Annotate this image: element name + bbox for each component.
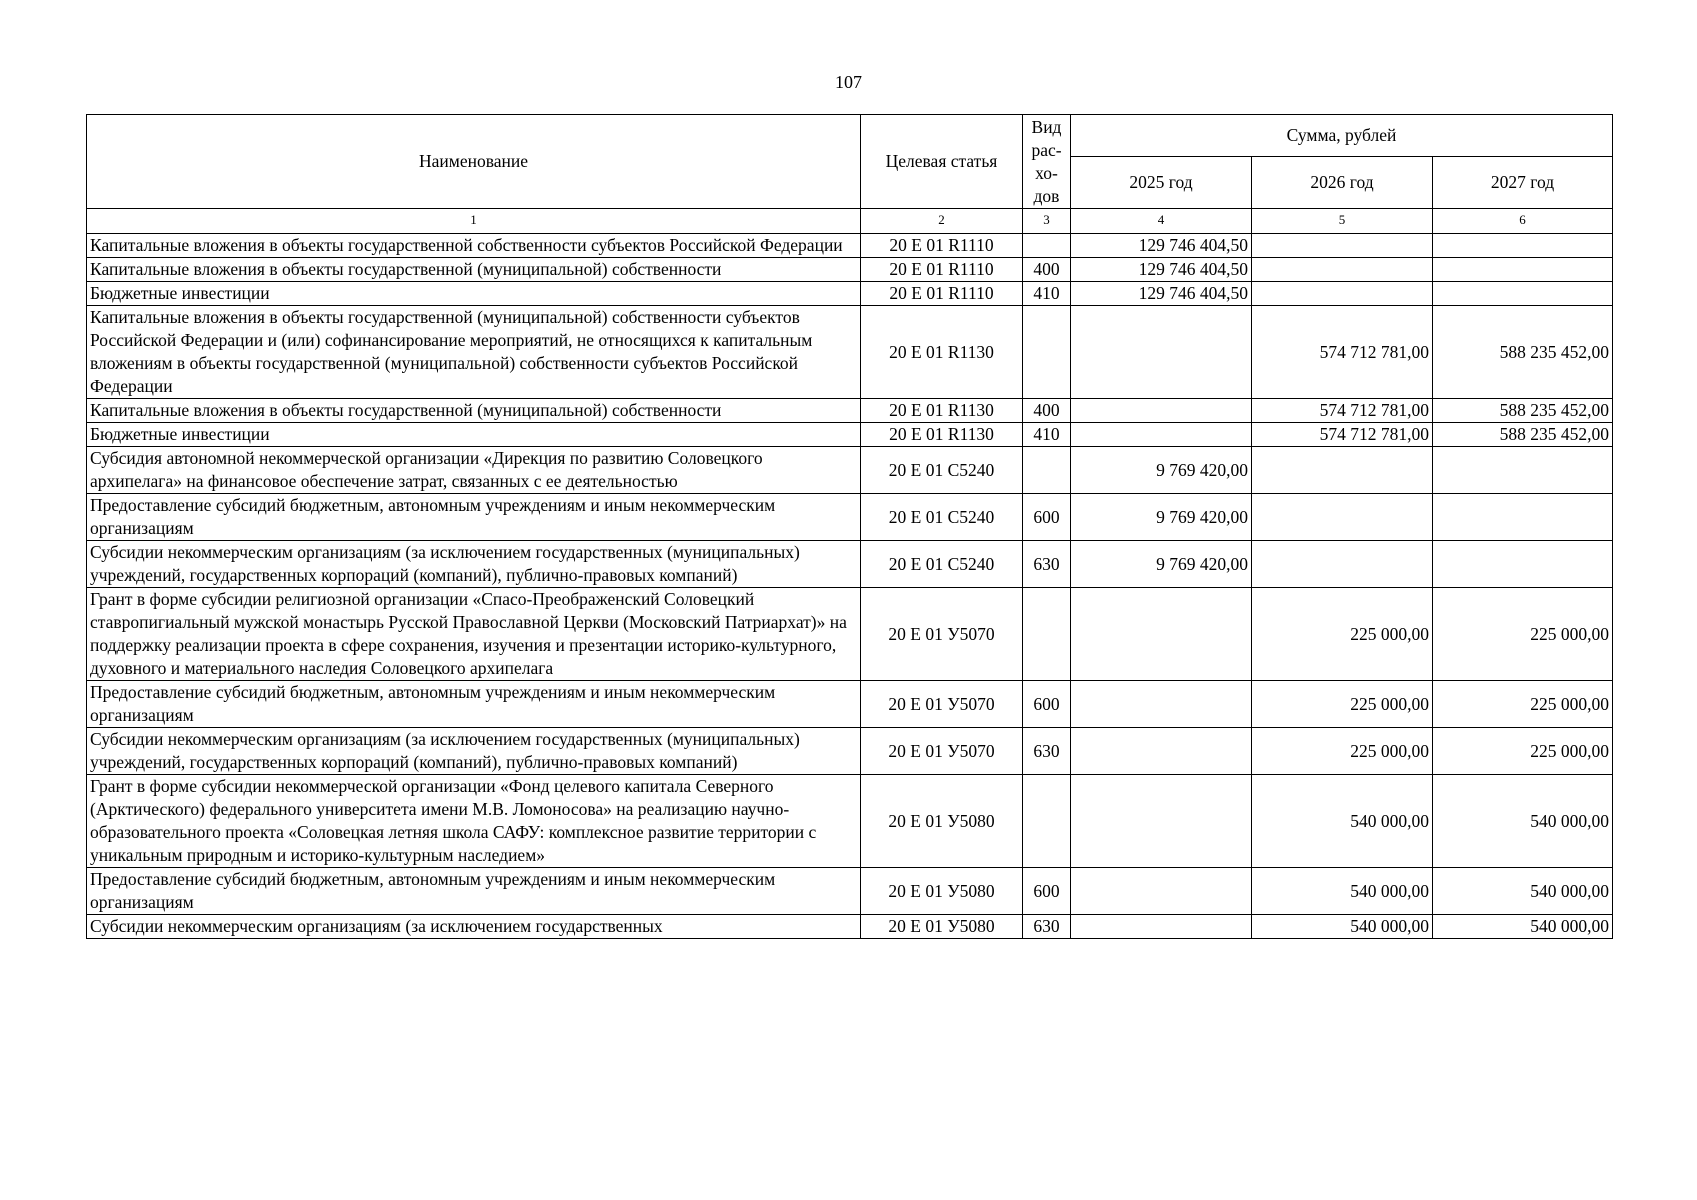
- row-amount-2025-cell: 9 769 420,00: [1071, 494, 1252, 541]
- row-amount-2025-cell: [1071, 681, 1252, 728]
- table-row: [87, 728, 1613, 775]
- row-expense-type-cell: 630: [1023, 728, 1071, 775]
- table-row: [87, 258, 1613, 282]
- header-year-2026: 2026 год: [1252, 157, 1433, 209]
- row-expense-type-cell: [1023, 234, 1071, 258]
- row-expense-type-cell: [1023, 775, 1071, 868]
- row-amount-2026-cell: 225 000,00: [1252, 728, 1433, 775]
- row-amount-2027-cell: 540 000,00: [1433, 868, 1613, 915]
- row-amount-2026-cell: 540 000,00: [1252, 868, 1433, 915]
- row-target-article-cell: 20 Е 01 У5080: [861, 775, 1023, 868]
- row-amount-2026-cell: [1252, 282, 1433, 306]
- row-amount-2027-cell: [1433, 541, 1613, 588]
- row-amount-2027-cell: 540 000,00: [1433, 915, 1613, 939]
- row-amount-2025-cell: [1071, 915, 1252, 939]
- row-amount-2026-cell: 540 000,00: [1252, 915, 1433, 939]
- row-target-article-cell: 20 Е 01 С5240: [861, 447, 1023, 494]
- header-expense-type-line: дов: [1033, 185, 1060, 206]
- row-amount-2027-cell: 225 000,00: [1433, 588, 1613, 681]
- table-row: [87, 234, 1613, 258]
- row-amount-2025-cell: 129 746 404,50: [1071, 234, 1252, 258]
- row-expense-type-cell: 410: [1023, 423, 1071, 447]
- row-expense-type-cell: 400: [1023, 258, 1071, 282]
- row-expense-type-cell: [1023, 306, 1071, 399]
- row-name-cell: Грант в форме субсидии некоммерческой организации «Фонд целевого капитала Северного (Арктического) федерального университета имени М.В. Ломоносова» на реализацию научно-образовательного проекта «Соловецкая летняя школа САФУ: комплексное развитие территории с уникальным природным и историко-культурным наследием»: [87, 775, 861, 868]
- row-amount-2027-cell: 225 000,00: [1433, 681, 1613, 728]
- column-number: 5: [1252, 209, 1433, 234]
- header-sum: Сумма, рублей: [1071, 115, 1613, 157]
- table-body: [87, 234, 1613, 939]
- header-expense-type-line: рас-: [1031, 139, 1062, 160]
- row-expense-type-cell: [1023, 588, 1071, 681]
- header-expense-type: [1023, 115, 1071, 209]
- row-amount-2027-cell: 588 235 452,00: [1433, 306, 1613, 399]
- row-amount-2026-cell: [1252, 494, 1433, 541]
- row-amount-2025-cell: [1071, 306, 1252, 399]
- row-amount-2026-cell: 225 000,00: [1252, 681, 1433, 728]
- row-amount-2025-cell: [1071, 588, 1252, 681]
- row-amount-2027-cell: [1433, 494, 1613, 541]
- row-expense-type-cell: 630: [1023, 541, 1071, 588]
- table-row: [87, 588, 1613, 681]
- page-number: 107: [835, 72, 862, 92]
- column-number: 6: [1433, 209, 1613, 234]
- row-name-cell: Капитальные вложения в объекты государственной собственности субъектов Российской Федерации: [87, 234, 861, 258]
- row-name-cell: Бюджетные инвестиции: [87, 423, 861, 447]
- row-amount-2026-cell: [1252, 234, 1433, 258]
- row-target-article-cell: 20 Е 01 С5240: [861, 541, 1023, 588]
- row-expense-type-cell: 600: [1023, 681, 1071, 728]
- table-row: [87, 681, 1613, 728]
- table-row: [87, 447, 1613, 494]
- table-row: [87, 282, 1613, 306]
- row-amount-2025-cell: 9 769 420,00: [1071, 541, 1252, 588]
- row-amount-2027-cell: 540 000,00: [1433, 775, 1613, 868]
- header-year-2027: 2027 год: [1433, 157, 1613, 209]
- row-amount-2025-cell: [1071, 868, 1252, 915]
- row-target-article-cell: 20 Е 01 С5240: [861, 494, 1023, 541]
- table-row: [87, 399, 1613, 423]
- row-expense-type-cell: 400: [1023, 399, 1071, 423]
- row-expense-type-cell: 600: [1023, 868, 1071, 915]
- row-amount-2025-cell: 129 746 404,50: [1071, 258, 1252, 282]
- row-amount-2026-cell: 574 712 781,00: [1252, 423, 1433, 447]
- table-row: [87, 494, 1613, 541]
- row-amount-2027-cell: [1433, 258, 1613, 282]
- row-amount-2027-cell: 588 235 452,00: [1433, 423, 1613, 447]
- row-expense-type-cell: 600: [1023, 494, 1071, 541]
- row-amount-2026-cell: 225 000,00: [1252, 588, 1433, 681]
- row-amount-2026-cell: 540 000,00: [1252, 775, 1433, 868]
- row-amount-2026-cell: [1252, 447, 1433, 494]
- row-expense-type-cell: 410: [1023, 282, 1071, 306]
- table-row: [87, 775, 1613, 868]
- header-expense-type-line: хо-: [1035, 162, 1058, 183]
- row-target-article-cell: 20 Е 01 У5070: [861, 588, 1023, 681]
- row-amount-2025-cell: [1071, 399, 1252, 423]
- header-target-article: Целевая статья: [861, 115, 1023, 209]
- header-year-2025: 2025 год: [1071, 157, 1252, 209]
- budget-table: [86, 114, 1613, 939]
- row-amount-2027-cell: [1433, 234, 1613, 258]
- row-target-article-cell: 20 Е 01 R1110: [861, 234, 1023, 258]
- row-target-article-cell: 20 Е 01 У5070: [861, 681, 1023, 728]
- row-amount-2025-cell: [1071, 423, 1252, 447]
- row-amount-2026-cell: 574 712 781,00: [1252, 306, 1433, 399]
- row-amount-2025-cell: 9 769 420,00: [1071, 447, 1252, 494]
- row-amount-2027-cell: 588 235 452,00: [1433, 399, 1613, 423]
- row-expense-type-cell: 630: [1023, 915, 1071, 939]
- column-number: 2: [861, 209, 1023, 234]
- row-target-article-cell: 20 Е 01 R1130: [861, 306, 1023, 399]
- header-expense-type-line: Вид: [1031, 116, 1062, 137]
- row-amount-2026-cell: 574 712 781,00: [1252, 399, 1433, 423]
- row-target-article-cell: 20 Е 01 У5080: [861, 915, 1023, 939]
- row-name-cell: Предоставление субсидий бюджетным, автономным учреждениям и иным некоммерческим организациям: [87, 494, 861, 541]
- row-name-cell: Субсидии некоммерческим организациям (за исключением государственных (муниципальных) учреждений, государственных корпораций (компаний), публично-правовых компаний): [87, 541, 861, 588]
- row-target-article-cell: 20 Е 01 R1110: [861, 258, 1023, 282]
- row-name-cell: Капитальные вложения в объекты государственной (муниципальной) собственности: [87, 399, 861, 423]
- row-amount-2027-cell: [1433, 282, 1613, 306]
- row-amount-2027-cell: [1433, 447, 1613, 494]
- table-row: [87, 423, 1613, 447]
- row-target-article-cell: 20 Е 01 У5070: [861, 728, 1023, 775]
- row-amount-2026-cell: [1252, 541, 1433, 588]
- row-name-cell: Капитальные вложения в объекты государственной (муниципальной) собственности: [87, 258, 861, 282]
- row-name-cell: Предоставление субсидий бюджетным, автономным учреждениям и иным некоммерческим организациям: [87, 681, 861, 728]
- table-row: [87, 915, 1613, 939]
- row-target-article-cell: 20 Е 01 У5080: [861, 868, 1023, 915]
- column-number: 3: [1023, 209, 1071, 234]
- row-amount-2026-cell: [1252, 258, 1433, 282]
- column-number-row: [87, 209, 1613, 234]
- row-name-cell: Субсидии некоммерческим организациям (за исключением государственных (муниципальных) учреждений, государственных корпораций (компаний), публично-правовых компаний): [87, 728, 861, 775]
- row-target-article-cell: 20 Е 01 R1130: [861, 423, 1023, 447]
- header-name: Наименование: [87, 115, 861, 209]
- table-row: [87, 306, 1613, 399]
- row-name-cell: Бюджетные инвестиции: [87, 282, 861, 306]
- row-name-cell: Субсидии некоммерческим организациям (за исключением государственных: [87, 915, 861, 939]
- row-target-article-cell: 20 Е 01 R1130: [861, 399, 1023, 423]
- row-target-article-cell: 20 Е 01 R1110: [861, 282, 1023, 306]
- row-name-cell: Капитальные вложения в объекты государственной (муниципальной) собственности субъектов Российской Федерации и (или) софинансирование мероприятий, не относящихся к капитальным вложениям в объекты государственной (муниципальной) собственности субъектов Российской Федерации: [87, 306, 861, 399]
- row-name-cell: Грант в форме субсидии религиозной организации «Спасо-Преображенский Соловецкий ставропигиальный мужской монастырь Русской Православной Церкви (Московский Патриархат)» на поддержку реализации проекта в сфере сохранения, изучения и презентации историко-культурного, духовного и материального наследия Соловецкого архипелага: [87, 588, 861, 681]
- table-row: [87, 868, 1613, 915]
- column-number: 4: [1071, 209, 1252, 234]
- row-expense-type-cell: [1023, 447, 1071, 494]
- row-amount-2027-cell: 225 000,00: [1433, 728, 1613, 775]
- row-amount-2025-cell: [1071, 775, 1252, 868]
- table-row: [87, 541, 1613, 588]
- column-number: 1: [87, 209, 861, 234]
- row-name-cell: Предоставление субсидий бюджетным, автономным учреждениям и иным некоммерческим организациям: [87, 868, 861, 915]
- row-name-cell: Субсидия автономной некоммерческой организации «Дирекция по развитию Соловецкого архипелага» на финансовое обеспечение затрат, связанных с ее деятельностью: [87, 447, 861, 494]
- row-amount-2025-cell: 129 746 404,50: [1071, 282, 1252, 306]
- row-amount-2025-cell: [1071, 728, 1252, 775]
